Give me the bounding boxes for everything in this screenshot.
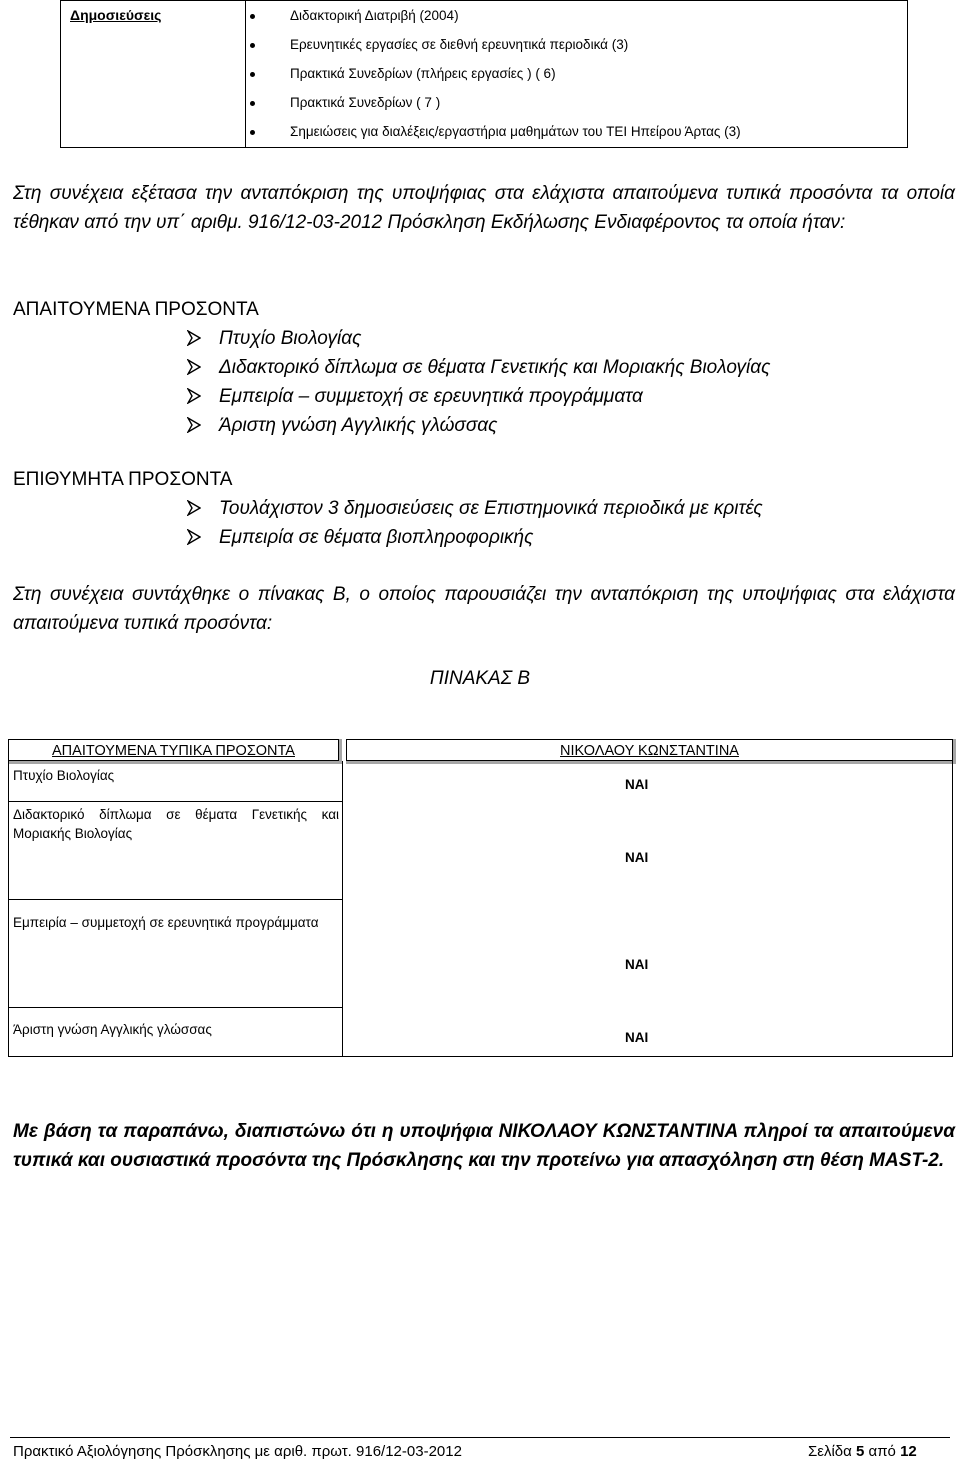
intro-paragraph: Στη συνέχεια εξέτασα την ανταπόκριση της υποψήφιας στα ελάχιστα απαιτούμενα τυπικά προσόντα τα οποία τέθηκαν από την υπ΄ αριθμ. 916/12-03-2012 Πρόσκληση Εκδήλωσης Ενδιαφέροντος τα οποία ήταν: [13, 183, 955, 233]
table-b [8, 739, 956, 1057]
table-divider [245, 1, 246, 147]
desired-list [187, 494, 763, 552]
arrow-bullet-icon [187, 388, 201, 404]
conclusion-paragraph: Με βάση τα παραπάνω, διαπιστώνω ότι η υποψήφια ΝΙΚΟΛΑΟΥ ΚΩΝΣΤΑΝΤΙΝΑ πληροί τα απαιτούμενα τυπικά και ουσιαστικά προσόντα της Πρόσκλησης και την προτείνω για απασχόληση στη θέση MAST-2. [13, 1121, 955, 1171]
list-item-text: Πτυχίο Βιολογίας [219, 328, 362, 349]
list-item [187, 382, 770, 411]
table-cell-requirement: Εμπειρία – συμμετοχή σε ερευνητικά προγράμματα [13, 915, 319, 930]
publications-list [279, 1, 741, 146]
table-cell-answer: ΝΑΙ [625, 957, 649, 972]
arrow-bullet-icon [187, 417, 201, 433]
desired-heading: ΕΠΙΘΥΜΗΤΑ ΠΡΟΣΟΝΤΑ [13, 469, 233, 490]
list-item: Πρακτικά Συνεδρίων ( 7 ) [279, 88, 741, 117]
table-title: ΠΙΝΑΚΑΣ Β [429, 668, 531, 689]
arrow-bullet-icon [187, 500, 201, 516]
table-cell-answer: ΝΑΙ [625, 777, 649, 792]
page-prefix: Σελίδα [808, 1443, 852, 1460]
table-header-cell [8, 739, 342, 764]
table-row-divider [8, 801, 342, 802]
table-cell-answer: ΝΑΙ [625, 850, 649, 865]
table-cell-requirement: Άριστη γνώση Αγγλικής γλώσσας [13, 1022, 212, 1037]
page-current: 5 [856, 1443, 865, 1460]
list-item-text: Εμπειρία – συμμετοχή σε ερευνητικά προγράμματα [219, 386, 643, 407]
list-item: Σημειώσεις για διαλέξεις/εργαστήρια μαθημάτων του ΤΕΙ Ηπείρου Άρτας (3) [279, 117, 741, 146]
table-cell-requirement: Πτυχίο Βιολογίας [13, 768, 115, 783]
list-item-text: Διδακτορικό δίπλωμα σε θέματα Γενετικής και Μοριακής Βιολογίας [219, 357, 771, 378]
table-cell-answer: ΝΑΙ [625, 1030, 649, 1045]
page-total: 12 [900, 1443, 917, 1460]
list-item [187, 324, 770, 353]
required-heading: ΑΠΑΙΤΟΥΜΕΝΑ ΠΡΟΣΟΝΤΑ [13, 299, 259, 320]
list-item-text: Άριστη γνώση Αγγλικής γλώσσας [219, 415, 498, 436]
table-bottom-border [8, 1056, 953, 1057]
page-number [808, 1443, 917, 1460]
arrow-bullet-icon [187, 359, 201, 375]
table-cell-requirement: Διδακτορικό δίπλωμα σε θέματα Γενετικής και Μοριακής Βιολογίας [13, 807, 339, 841]
arrow-bullet-icon [187, 529, 201, 545]
table-row-divider [8, 899, 342, 900]
table-intro-paragraph: Στη συνέχεια συντάχθηκε ο πίνακας Β, ο οποίος παρουσιάζει την ανταπόκριση της υποψήφιας στα ελάχιστα απαιτούμενα τυπικά προσόντα: [13, 584, 955, 634]
table-border [342, 761, 343, 1057]
table-header-cell [346, 739, 956, 764]
col-header-candidate: ΝΙΚΟΛΑΟΥ ΚΩΝΣΤΑΝΤΙΝΑ [346, 739, 953, 761]
list-item: Διδακτορική Διατριβή (2004) [279, 1, 741, 30]
list-item [187, 411, 770, 440]
list-item: Πρακτικά Συνεδρίων (πλήρεις εργασίες ) ( 6) [279, 59, 741, 88]
list-item [187, 353, 770, 382]
publications-table [60, 0, 908, 148]
arrow-bullet-icon [187, 330, 201, 346]
footer-rule [10, 1437, 950, 1438]
table-row-divider [8, 1007, 342, 1008]
list-item [187, 494, 763, 523]
list-item-text: Εμπειρία σε θέματα βιοπληροφορικής [219, 527, 534, 548]
list-item-text: Τουλάχιστον 3 δημοσιεύσεις σε Επιστημονικά περιοδικά με κριτές [219, 498, 763, 519]
footer-title: Πρακτικό Αξιολόγησης Πρόσκλησης με αριθ. πρωτ. 916/12-03-2012 [13, 1443, 462, 1460]
list-item: Ερευνητικές εργασίες σε διεθνή ερευνητικά περιοδικά (3) [279, 30, 741, 59]
table-border [8, 761, 9, 1057]
table-border [952, 761, 953, 1057]
col-header-requirements: ΑΠΑΙΤΟΥΜΕΝΑ ΤΥΠΙΚΑ ΠΡΟΣΟΝΤΑ [8, 739, 339, 761]
required-list [187, 324, 770, 440]
page-separator: από [868, 1443, 896, 1460]
publications-label: Δημοσιεύσεις [70, 7, 162, 23]
list-item [187, 523, 763, 552]
